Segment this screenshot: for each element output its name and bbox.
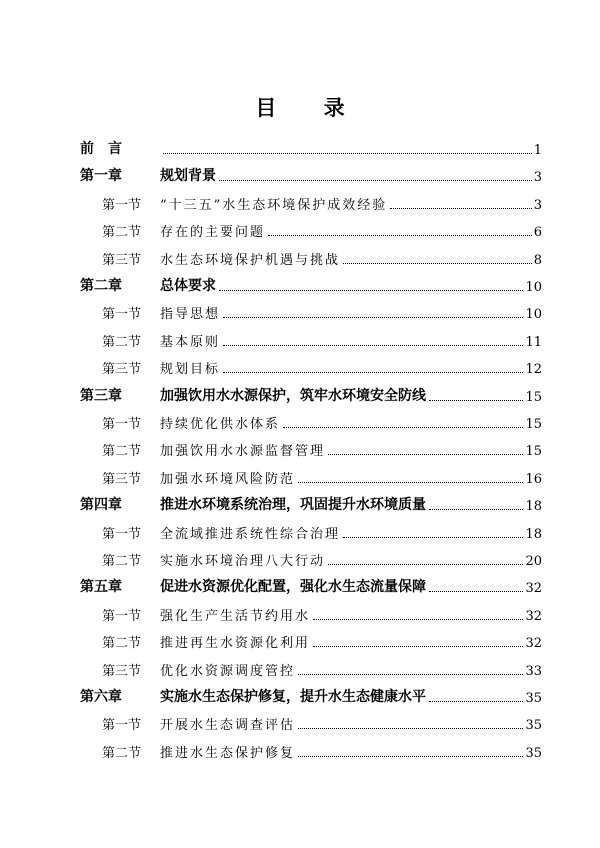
entry-number: 第一节 <box>102 417 142 432</box>
toc-section-entry[interactable] <box>102 248 542 268</box>
entry-title: 规划背景 <box>160 168 216 184</box>
toc-chapter-entry[interactable] <box>80 165 542 185</box>
entry-title: 实施水环境治理八大行动 <box>160 554 326 569</box>
entry-page-number: 35 <box>525 718 542 733</box>
entry-number: 第三节 <box>102 253 142 268</box>
toc-section-entry[interactable] <box>102 549 542 569</box>
dot-leader <box>429 701 523 702</box>
toc-section-entry[interactable] <box>102 357 542 377</box>
dot-leader <box>343 537 523 538</box>
dot-leader <box>429 400 523 401</box>
entry-title: 加强水环境风险防范 <box>160 472 296 487</box>
toc-chapter-entry[interactable] <box>80 686 542 706</box>
entry-title: 规划目标 <box>160 362 221 377</box>
entry-page-number: 10 <box>525 280 542 295</box>
entry-page-number: 10 <box>525 307 542 322</box>
entry-number: 第一节 <box>102 307 142 322</box>
toc-section-entry[interactable] <box>102 741 542 761</box>
entry-page-number: 32 <box>525 636 542 651</box>
entry-number: 第四章 <box>80 497 122 513</box>
entry-number: 第三节 <box>102 472 142 487</box>
entry-number: 第三节 <box>102 362 142 377</box>
entry-number: 第一章 <box>80 168 122 184</box>
entry-page-number: 35 <box>525 691 542 706</box>
toc-chapter-entry[interactable] <box>80 494 542 514</box>
toc-section-entry[interactable] <box>102 631 542 651</box>
entry-title: 推进水生态保护修复 <box>160 746 296 761</box>
dot-leader <box>219 290 523 291</box>
dot-leader <box>429 591 523 592</box>
entry-number: 第一节 <box>102 198 142 213</box>
entry-number: 第六章 <box>80 689 122 705</box>
entry-page-number: 6 <box>533 225 542 240</box>
entry-number: 第三章 <box>80 388 122 404</box>
entry-page-number: 35 <box>525 746 542 761</box>
entry-title: 强化生产生活节约用水 <box>160 609 311 624</box>
toc-chapter-entry[interactable] <box>80 138 542 158</box>
entry-number: 第三节 <box>102 664 142 679</box>
entry-number: 第一节 <box>102 718 142 733</box>
dot-leader <box>298 674 523 675</box>
entry-page-number: 11 <box>525 335 542 350</box>
entry-title: 推进再生水资源化利用 <box>160 636 311 651</box>
toc-title: 目 录 <box>255 96 365 120</box>
toc-section-entry[interactable] <box>102 412 542 432</box>
dot-leader <box>283 427 523 428</box>
entry-page-number: 1 <box>533 143 542 158</box>
dot-leader <box>223 317 523 318</box>
entry-page-number: 32 <box>525 581 542 596</box>
entry-number: 第二节 <box>102 335 142 350</box>
entry-title: “十三五”水生态环境保护成效经验 <box>160 198 388 213</box>
dot-leader <box>390 208 531 209</box>
dot-leader <box>163 153 532 154</box>
entry-title: 存在的主要问题 <box>160 225 266 240</box>
entry-title: 加强饮用水水源保护，筑牢水环境安全防线 <box>160 388 426 404</box>
entry-title: 实施水生态保护修复，提升水生态健康水平 <box>160 689 426 705</box>
toc-chapter-entry[interactable] <box>80 275 542 295</box>
entry-number: 第一节 <box>102 527 142 542</box>
entry-title: 开展水生态调查评估 <box>160 718 296 733</box>
entry-number: 第二节 <box>102 636 142 651</box>
entry-title: 全流域推进系统性综合治理 <box>160 527 341 542</box>
dot-leader <box>298 728 523 729</box>
entry-page-number: 8 <box>533 253 542 268</box>
dot-leader <box>313 619 523 620</box>
toc-section-entry[interactable] <box>102 713 542 733</box>
dot-leader <box>313 646 523 647</box>
dot-leader <box>429 509 523 510</box>
entry-title: 促进水资源优化配置，强化水生态流量保障 <box>160 579 426 595</box>
toc-section-entry[interactable] <box>102 302 542 322</box>
toc-section-entry[interactable] <box>102 330 542 350</box>
toc-section-entry[interactable] <box>102 522 542 542</box>
entry-page-number: 18 <box>525 499 542 514</box>
entry-page-number: 3 <box>533 170 542 185</box>
dot-leader <box>219 180 532 181</box>
entry-number: 第一节 <box>102 609 142 624</box>
dot-leader <box>298 482 523 483</box>
entry-page-number: 33 <box>525 664 542 679</box>
entry-number: 第二节 <box>102 444 142 459</box>
toc-chapter-entry[interactable] <box>80 576 542 596</box>
entry-title: 水生态环境保护机遇与挑战 <box>160 253 341 268</box>
entry-title: 加强饮用水水源监督管理 <box>160 444 326 459</box>
entry-number: 第五章 <box>80 579 122 595</box>
entry-title: 优化水资源调度管控 <box>160 664 296 679</box>
entry-page-number: 15 <box>525 444 542 459</box>
dot-leader <box>223 372 523 373</box>
toc-chapter-entry[interactable] <box>80 385 542 405</box>
entry-page-number: 16 <box>525 472 542 487</box>
entry-number: 第二节 <box>102 225 142 240</box>
dot-leader <box>343 263 532 264</box>
toc-section-entry[interactable] <box>102 193 542 213</box>
entry-page-number: 3 <box>533 198 542 213</box>
toc-section-entry[interactable] <box>102 439 542 459</box>
entry-title: 基本原则 <box>160 335 221 350</box>
entry-number: 第二节 <box>102 746 142 761</box>
dot-leader <box>328 454 523 455</box>
entry-page-number: 20 <box>525 554 542 569</box>
entry-number: 第二节 <box>102 554 142 569</box>
dot-leader <box>268 235 532 236</box>
toc-section-entry[interactable] <box>102 659 542 679</box>
entry-page-number: 15 <box>525 417 542 432</box>
entry-title: 总体要求 <box>160 278 216 294</box>
dot-leader <box>328 564 523 565</box>
entry-page-number: 32 <box>525 609 542 624</box>
entry-title: 推进水环境系统治理，巩固提升水环境质量 <box>160 497 426 513</box>
entry-number: 前 言 <box>80 141 122 157</box>
entry-title: 持续优化供水体系 <box>160 417 281 432</box>
toc-section-entry[interactable] <box>102 220 542 240</box>
entry-page-number: 12 <box>525 362 542 377</box>
toc-section-entry[interactable] <box>102 604 542 624</box>
entry-number: 第二章 <box>80 278 122 294</box>
entry-title: 指导思想 <box>160 307 221 322</box>
dot-leader <box>223 345 523 346</box>
entry-page-number: 15 <box>525 390 542 405</box>
dot-leader <box>298 756 523 757</box>
toc-section-entry[interactable] <box>102 467 542 487</box>
entry-page-number: 18 <box>525 527 542 542</box>
